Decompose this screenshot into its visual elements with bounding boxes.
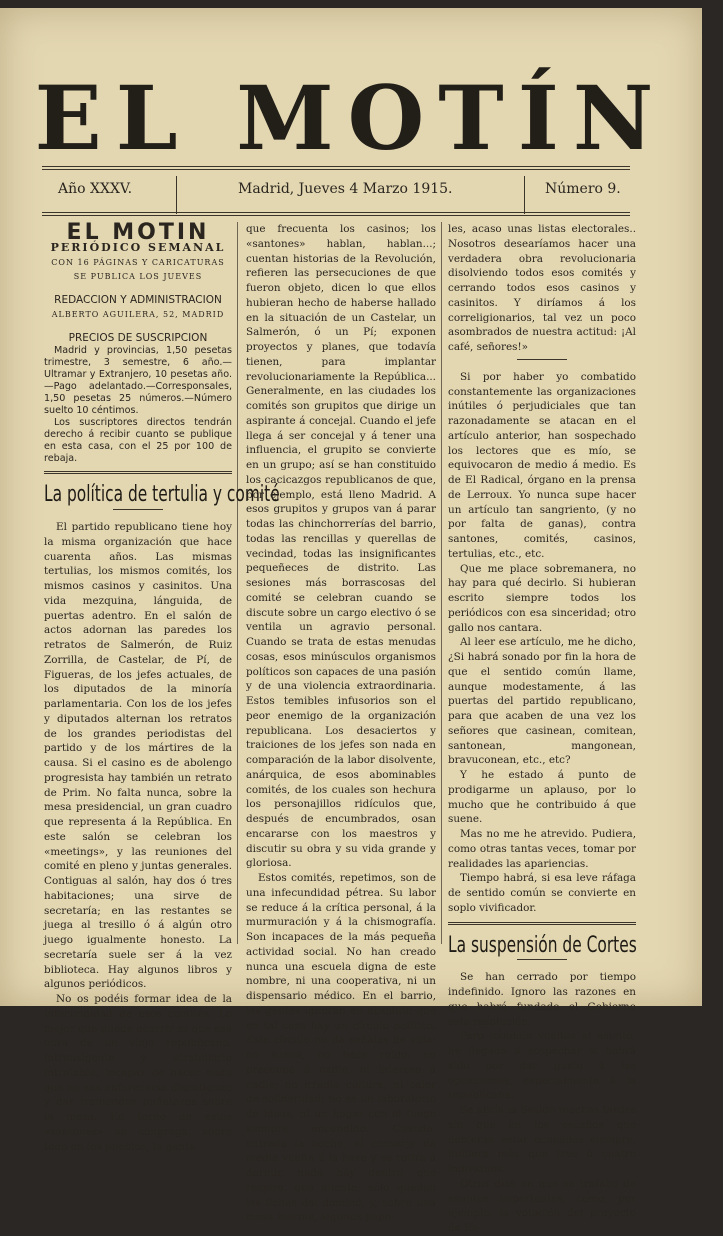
column-divider (441, 222, 442, 944)
column-3 (448, 222, 636, 1236)
dateline-divider (176, 176, 177, 214)
paragraph: No os podéis formar idea de la infecundidad de esos comités. Lo mejor que puede ocurrir es que sea obra de un viejo republicano, intransigente y atrabiliario intratable, incapaz de hacer nada que no sea enfurecerse discutiendo y dar tremendos puñetazos sobre la mesa. En torno de estos «santones» se congrega, sobre todo en los pueblos, la gente (44, 993, 232, 1153)
headline-rule (517, 959, 567, 960)
paragraph: que frecuenta los casinos; los «santones» hablan, hablan...; cuentan historias de la Revolución, refieren las persecuciones de que fueron objeto, dicen lo que ellos hubieran hecho de haberse hallado en la situación de un Castelar, un Salmerón, ó un Pí; exponen proyectos y planes, que todavía tienen, para implantar revolucionariamente la República... Generalmente, en las ciudades los comités son grupitos que dirige un aspirante á concejal. Cuando el jefe llega á ser concejal y á tener una influencia, el grupito se convierte en un grupo; así se han constituido los cacicazgos republicanos de que, por ejemplo, está lleno Madrid. A esos grupitos y grupos van á parar todas las chinchorrerías del barrio, todas las rencillas y querellas de vecindad, todas las insignificantes pequeñeces de distrito. Las sesiones más borrascosas del comité se celebran cuando se discute sobre un cargo electivo ó se ventila un agravio personal. Cuando se trata de estas menudas cosas, esos minúsculos organismos políticos son capaces de una pasión y de una violencia extraordinaria. Estos temibles infusorios son el peor enemigo de la organización republicana. Los desaciertos y traiciones de los jefes son nada en comparación de la labor disolvente, anárquica, de esos abominables comités, de los cuales son hechura los personajillos ridículos que, después de encumbrados, osan encararse con los maestros y discutir su obra y su vida grande y gloriosa. (246, 223, 436, 870)
paragraph: Se han cerrado por tiempo indefinido. Ignoro las razones en que habrá fundado el Gobierno esta resolución. (448, 971, 636, 1028)
paragraph: les, acaso unas listas electorales.. Nosotros desearíamos hacer una verdadera obra revolucionaria disolviendo todos esos comités y cerrando todos esos casinos y casinitos. Y diríamos á los correligionarios, tal vez un poco asombrados de nuestra actitud: ¡Al café, señores!» (448, 223, 636, 353)
info-box-prices (44, 345, 232, 465)
paragraph: Al leer ese artículo, me he dicho, ¿Si habrá sonado por fin la hora de que el sentido común llame, aunque modestamente, á las puertas del partido republicano, para que acaben de una vez los señores que casinean, comitean, santonean, mangonean, bravuconean, etc., etc? (448, 636, 636, 767)
section-rule (44, 471, 232, 474)
headline-rule (113, 509, 163, 510)
paragraph: Se abría la Sesión muchas tardes sin que en los escaños que debieran estar ocupados siempre, hubiera más que tres ó cuatro individuos. (448, 1104, 636, 1175)
paragraph: Estos comités, repetimos, son de una infecundidad pétrea. Su labor se reduce á la crítica personal, á la murmuración y á la chismografía. Son incapaces de la más pequeña actividad social. No han creado nunca una escuela digna de este nombre, ni una cooperativa, ni un dispensario médico. En el barrio, las gentes ignoran en absoluto que en tal casa hay un círculo político. Este círculo no da señales de vida; no suena, no hace ruido; no preocupa á nadie, ni interesa á nadie; no irradia cultura, ni calor de solidaridad; no es un laboratorio de ideas, ni un hogar con el fuego siempre encendido. Cuando, entrada la noche, el conserje da media vuelta á la llave y se retira á dormir, nada hay dentro que respire, que aliente; sólo quedan las fichas del dominó, y, sobre una mesa inerme, algunos pape- (246, 872, 436, 1224)
info-box-title: EL MOTIN (66, 220, 210, 245)
section-rule (448, 922, 636, 925)
masthead-rule-bottom (42, 212, 630, 213)
info-box (44, 220, 232, 465)
info-box-prices-title: PRECIOS DE SUSCRIPCION (68, 331, 208, 344)
column-divider (237, 222, 238, 944)
masthead-rule-bottom-inner (42, 215, 630, 216)
paragraph: Que me place sobremanera, no hay para qué decirlo. Si hubieran escrito siempre todos los periódicos con esa sinceridad; otro gallo nos cantara. (448, 562, 636, 634)
paragraph: Pero dándole vueltas al asunto, he llegado á sospechar si habrá sido por dar gusto á las oposiciones, especialmente á la republicana. (448, 1030, 636, 1102)
paragraph: Tiempo habrá, si esa leve ráfaga de sentido común se convierte en soplo vivificador. (448, 872, 636, 914)
paragraph: El partido republicano tiene hoy la misma organización que hace cuarenta años. Las mismas tertulias, los mismos comités, los mismos casinos y casinitos. Una vida mezquina, lánguida, de puertas adentro. En el salón de actos adornan las paredes los retratos de Salmerón, de Ruiz Zorrilla, de Castelar, de Pí, de Figueras, de los jefes actuales, de los diputados de la minoría parlamentaria. Con los de los jefes y diputados alternan los retratos de los grandes periodistas del partido y de los mártires de la causa. Si el casino es de abolengo progresista hay también un retrato de Prim. No falta nunca, sobre la mesa presidencial, un gran cuadro que representa á la República. En este salón se celebran los «meetings», y las reuniones del comité en pleno y juntas generales. Contiguas al salón, hay dos ó tres habitaciones; una sirve de secretaría; en las restantes se juega al tresillo ó á algún otro juego igualmente honesto. La secretaría suele ser á la vez biblioteca. Hay algunos libros y algunos periódicos. (44, 521, 232, 991)
date-label: Madrid, Jueves 4 Marzo 1915. (238, 181, 453, 197)
prices-text: Madrid y provincias, 1,50 pesetas trimestre, 3 semestre, 6 año.—Ultramar y Extranjero, 10 pesetas año.—Pago adelantado.—Corresponsales, 1,50 pesetas 25 números.—Número suelto 10 céntimos. (44, 345, 232, 417)
paragraph: Y he estado á punto de prodigarme un aplauso, por lo mucho que he contribuido á que suene. (448, 769, 636, 826)
issue-number: Número 9. (545, 181, 621, 197)
info-box-admin: REDACCION Y ADMINISTRACION (54, 294, 222, 306)
column-1 (44, 220, 280, 1154)
info-box-pages: CON 16 PÁGINAS Y CARICATURAS (51, 257, 225, 267)
subscribers-text: Los suscriptores directos tendrán derecho á recibir cuanto se publique en esta casa, con el 25 por 100 de rebaja. (44, 417, 232, 465)
masthead-title: EL MOTÍN (34, 66, 668, 170)
info-box-address: ALBERTO AGUILERA, 52, MADRID (51, 309, 225, 319)
section-rule-short (517, 359, 567, 360)
masthead-rule-top-inner (42, 169, 630, 170)
year-label: Año XXXV. (58, 181, 133, 197)
newspaper-page (0, 8, 702, 1234)
article-headline: La política de tertulia y comité (44, 482, 280, 508)
paragraph: Si por haber yo combatido constantemente las organizaciones inútiles ó perjudiciales que tan razonadamente se atacan en el artículo anterior, han sospechado los lectores que es mío, se equivocaron de medio á medio. Es de El Radical, órgano en la prensa de Lerroux. Yo nunca supe hacer un artículo tan sangriento, (y no por falta de ganas), contra santones, comités, casinos, tertulias, etc., etc. (448, 370, 636, 560)
paragraph: Mas no me he atrevido. Pudiera, como otras tantas veces, tomar por realidades las apariencias. (448, 828, 636, 870)
info-box-subtitle: PERIÓDICO SEMANAL (50, 240, 226, 254)
column-2 (246, 222, 436, 1225)
article-headline: La suspensión de Cortes (448, 932, 637, 958)
info-box-schedule: SE PUBLICA LOS JUEVES (73, 272, 203, 282)
dateline-divider (524, 176, 525, 214)
masthead-rule-top (42, 166, 630, 167)
paragraph: Otros días en que se trataba de asuntos importantes, como, por ejemplo, la votación del proyecto de Es- (448, 1177, 636, 1234)
